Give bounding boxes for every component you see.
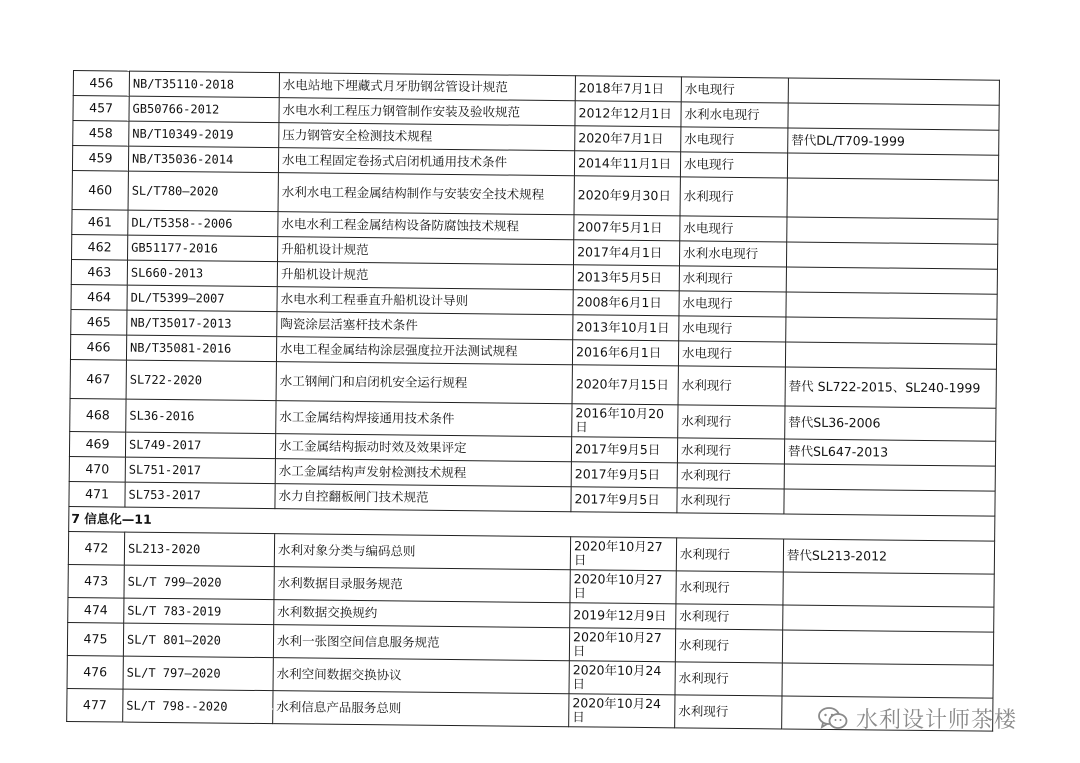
status: 水利现行	[680, 177, 787, 217]
effective-date: 2016年6月1日	[572, 340, 678, 366]
standard-code: NB/T35036-2014	[128, 146, 278, 173]
standard-name: 水利数据交换规约	[274, 600, 570, 628]
standard-code: SL660-2013	[127, 260, 277, 287]
row-number: 458	[73, 121, 129, 147]
row-number: 456	[73, 71, 129, 97]
standard-name: 水工金属结构声发射检测技术规程	[275, 459, 571, 487]
status: 水利水电现行	[681, 102, 788, 128]
row-number: 459	[72, 146, 128, 172]
status: 水电现行	[680, 216, 787, 242]
wechat-icon	[818, 706, 848, 732]
effective-date: 2017年9月5日	[571, 487, 677, 513]
effective-date: 2017年9月5日	[571, 462, 677, 488]
standard-name: 水电水利工程垂直升船机设计导则	[277, 287, 573, 315]
status: 水利现行	[677, 438, 784, 464]
status: 水利水电现行	[679, 241, 786, 267]
status: 水利现行	[678, 366, 785, 406]
standard-name: 水利对象分类与编码总则	[274, 534, 570, 570]
row-number: 477	[67, 688, 123, 722]
standard-name: 水力自控翻板闸门技术规范	[275, 484, 571, 512]
section-title: 7 信息化—11	[69, 506, 995, 541]
standard-code: SL753-2017	[125, 482, 275, 509]
effective-date: 2020年10月27日	[570, 570, 676, 604]
replacement-note: 替代 SL722-2015、SL240-1999	[785, 367, 996, 408]
effective-date: 2020年10月27日	[569, 628, 675, 662]
row-number: 473	[68, 564, 124, 598]
status: 水利现行	[677, 463, 784, 489]
standard-name: 水利信息产品服务总则	[273, 691, 569, 727]
effective-date: 2012年12月1日	[575, 101, 681, 127]
replacement-note	[787, 178, 998, 219]
replacement-note	[786, 317, 997, 344]
standard-code: NB/T35081-2016	[126, 335, 276, 362]
status: 水利现行	[678, 405, 785, 439]
effective-date: 2020年10月24日	[569, 694, 675, 728]
standard-name: 水电工程固定卷扬式启闭机通用技术条件	[278, 148, 574, 176]
standard-name: 升船机设计规范	[278, 237, 574, 265]
standard-name: 水工钢闸门和启闭机安全运行规程	[276, 362, 572, 404]
row-number: 476	[67, 655, 123, 689]
standard-name: 水电水利工程金属结构设备防腐蚀技术规程	[278, 212, 574, 240]
standard-code: SL722-2020	[126, 360, 276, 401]
status: 水利现行	[676, 604, 783, 630]
standard-name: 升船机设计规范	[277, 262, 573, 290]
standard-name: 水电工程金属结构涂层强度拉开法测试规程	[276, 337, 572, 365]
replacement-note	[782, 663, 993, 698]
table-section-informatization	[67, 531, 995, 731]
status: 水利现行	[675, 695, 782, 729]
standard-name: 水利水电工程金属结构制作与安装安全技术规程	[278, 173, 574, 215]
standard-code: SL/T 801—2020	[123, 623, 273, 658]
row-number: 470	[69, 456, 125, 482]
standards-table	[66, 70, 1000, 732]
status: 水利现行	[675, 629, 782, 663]
standard-name: 水电站地下埋藏式月牙肋钢岔管设计规范	[279, 73, 575, 101]
row-number: 472	[68, 531, 124, 565]
effective-date: 2020年7月15日	[572, 365, 678, 405]
row-number: 461	[72, 209, 128, 235]
standard-name: 水工金属结构振动时效及效果评定	[275, 434, 571, 462]
replacement-note: 替代DL/T709-1999	[788, 128, 999, 155]
row-number: 462	[72, 234, 128, 260]
row-number: 466	[70, 334, 126, 360]
row-number: 460	[72, 170, 128, 210]
replacement-note	[784, 464, 995, 491]
standard-code: SL/T 797—2020	[123, 656, 273, 691]
replacement-note	[785, 342, 996, 369]
scan-speck	[272, 708, 274, 710]
standard-code: SL749-2017	[125, 432, 275, 459]
effective-date: 2017年9月5日	[571, 437, 677, 463]
replacement-note	[788, 78, 999, 105]
standard-name: 水电水利工程压力钢管制作安装及验收规范	[279, 98, 575, 126]
replacement-note	[782, 630, 993, 665]
standard-code: SL/T780—2020	[128, 171, 278, 212]
effective-date: 2013年10月1日	[573, 315, 679, 341]
effective-date: 2019年12月9日	[570, 603, 676, 629]
standard-code: DL/T5358--2006	[128, 210, 278, 237]
status: 水电现行	[679, 291, 786, 317]
standard-code: DL/T5399—2007	[127, 285, 277, 312]
standard-code: GB50766-2012	[129, 96, 279, 123]
effective-date: 2013年5月5日	[573, 265, 679, 291]
effective-date: 2018年7月1日	[575, 76, 681, 102]
replacement-note: 替代SL647-2013	[784, 439, 995, 466]
table-section-metal-structures	[69, 71, 1000, 517]
effective-date: 2020年10月27日	[570, 537, 676, 571]
replacement-note	[786, 242, 997, 269]
standard-code: SL36-2016	[126, 399, 276, 434]
standard-code: SL751-2017	[125, 457, 275, 484]
replacement-note	[786, 267, 997, 294]
effective-date: 2020年10月24日	[569, 661, 675, 695]
standard-code: NB/T35017-2013	[127, 310, 277, 337]
standard-name: 水利数据目录服务规范	[274, 567, 570, 603]
replacement-note	[784, 489, 995, 516]
row-number: 471	[69, 481, 125, 507]
status: 水利现行	[676, 538, 783, 572]
standard-name: 水工金属结构焊接通用技术条件	[276, 401, 572, 437]
effective-date: 2020年7月1日	[575, 126, 681, 152]
status: 水利现行	[679, 266, 786, 292]
status: 水利现行	[676, 571, 783, 605]
row-number: 465	[71, 309, 127, 335]
standard-name: 水利一张图空间信息服务规范	[273, 625, 569, 661]
standard-code: NB/T35110-2018	[129, 71, 279, 98]
effective-date: 2014年11月1日	[574, 151, 680, 177]
effective-date: 2020年9月30日	[574, 176, 680, 216]
row-number: 474	[68, 597, 124, 623]
status: 水电现行	[681, 127, 788, 153]
effective-date: 2008年6月1日	[573, 290, 679, 316]
status: 水利现行	[677, 488, 784, 514]
replacement-note: 替代SL213-2012	[783, 539, 994, 574]
row-number: 468	[70, 398, 126, 432]
replacement-note: 替代SL36-2006	[785, 406, 996, 441]
row-number: 464	[71, 284, 127, 310]
replacement-note	[783, 572, 994, 607]
effective-date: 2007年5月1日	[574, 215, 680, 241]
status: 水电现行	[681, 77, 788, 103]
row-number: 457	[73, 96, 129, 122]
replacement-note	[787, 217, 998, 244]
standard-code: SL/T 783-2019	[124, 598, 274, 625]
standard-code: SL/T 799—2020	[124, 565, 274, 600]
row-number: 475	[67, 622, 123, 656]
effective-date: 2017年4月1日	[573, 240, 679, 266]
status: 水电现行	[680, 152, 787, 178]
standard-name: 压力钢管安全检测技术规程	[279, 123, 575, 151]
row-number: 469	[69, 431, 125, 457]
watermark-text: 水利设计师茶楼	[856, 708, 1018, 733]
status: 水电现行	[679, 316, 786, 342]
row-number: 463	[71, 259, 127, 285]
replacement-note	[787, 153, 998, 180]
standard-code: SL/T 798--2020	[123, 689, 273, 724]
replacement-note	[786, 292, 997, 319]
row-number: 467	[70, 359, 126, 399]
standard-name: 陶瓷涂层活塞杆技术条件	[277, 312, 573, 340]
replacement-note	[788, 103, 999, 130]
effective-date: 2016年10月20日	[572, 404, 678, 438]
standard-code: GB51177-2016	[128, 235, 278, 262]
standard-code: NB/T10349-2019	[129, 121, 279, 148]
standard-code: SL213-2020	[124, 532, 274, 567]
status: 水电现行	[678, 341, 785, 367]
status: 水利现行	[675, 662, 782, 696]
standard-name: 水利空间数据交换协议	[273, 658, 569, 694]
replacement-note	[783, 605, 994, 632]
watermark	[818, 703, 1017, 734]
